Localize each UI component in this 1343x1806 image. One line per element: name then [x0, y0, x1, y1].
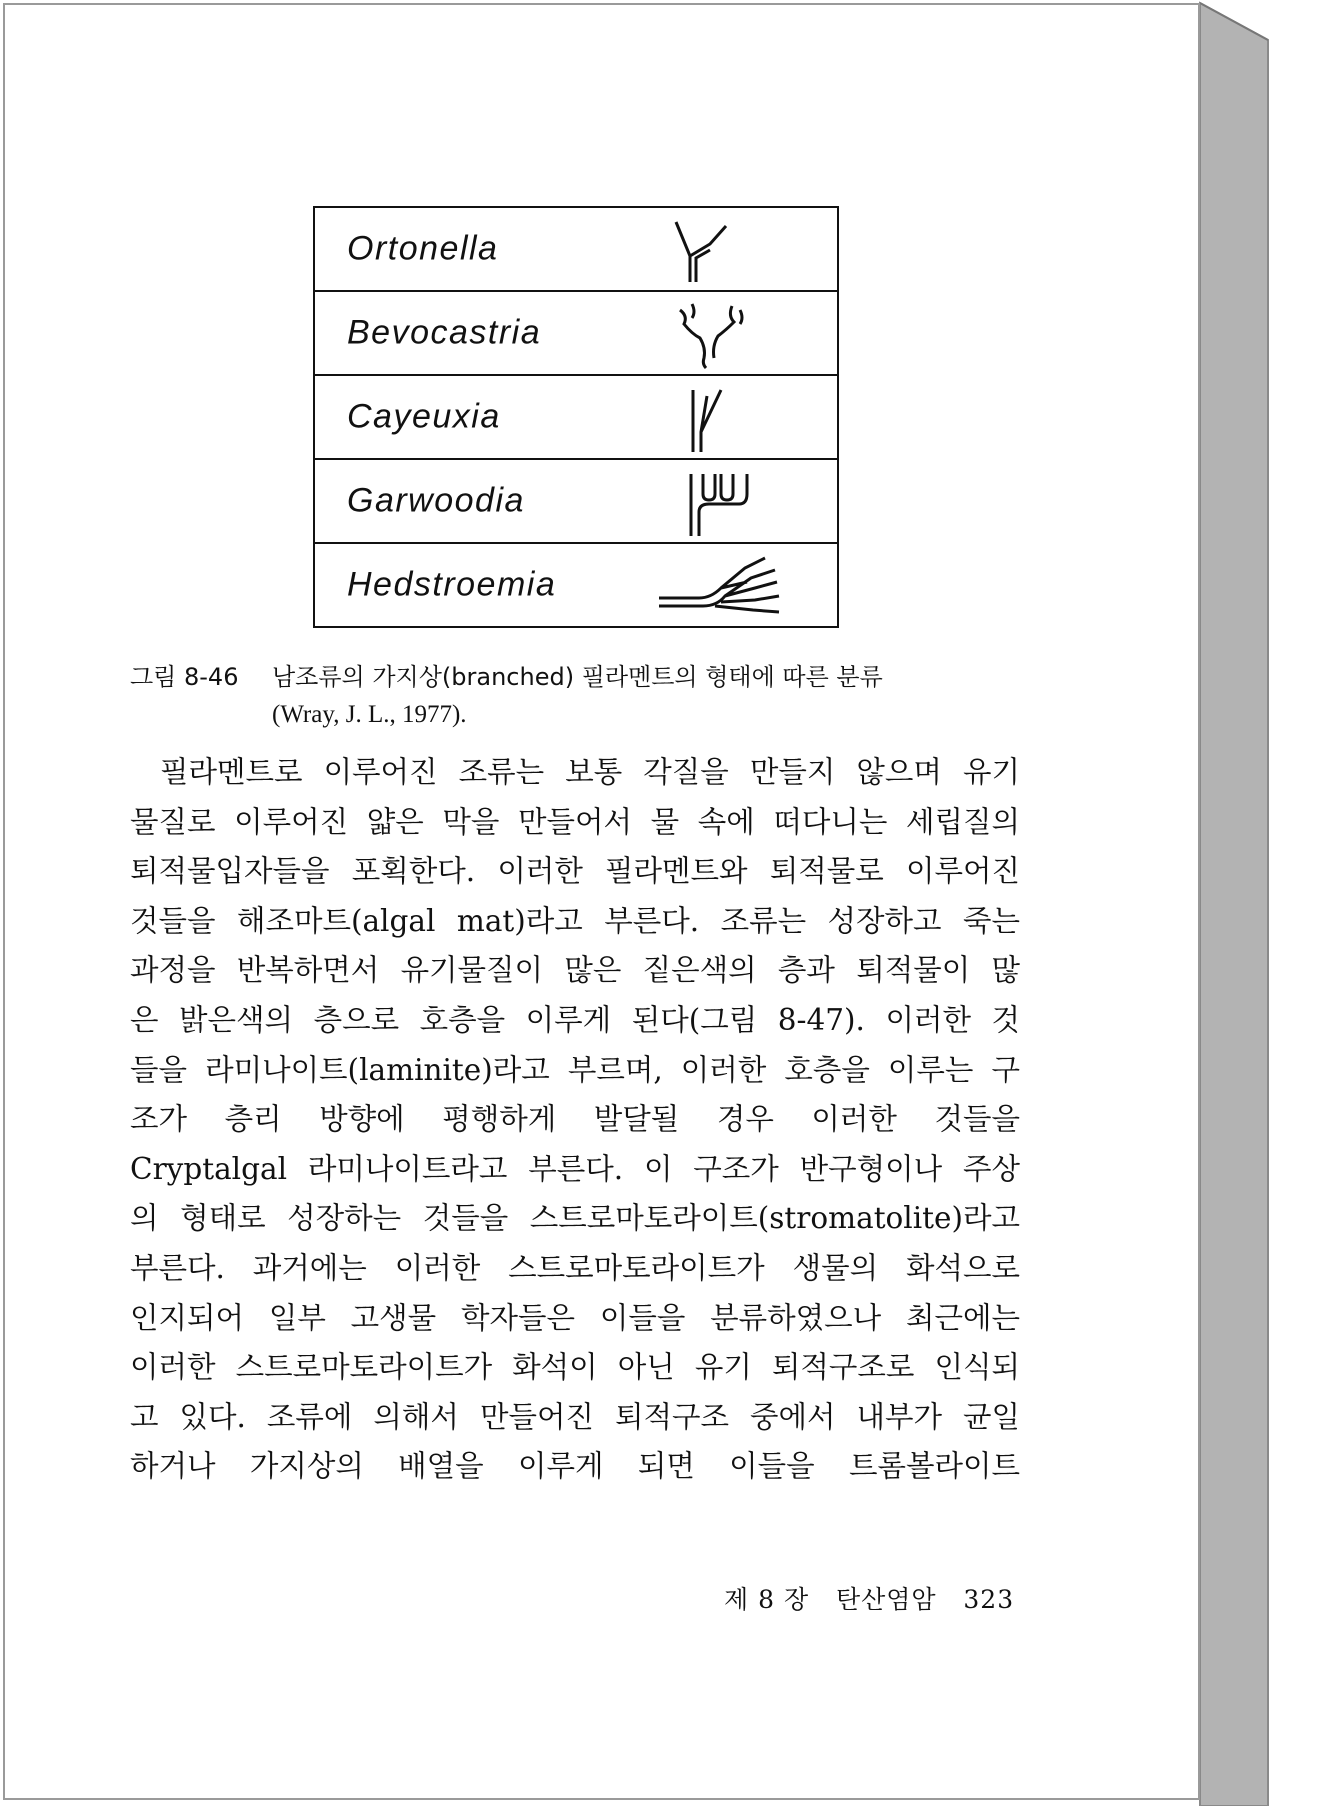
- text-line: 하거나 가지상의 배열을 이루게 되면 이들을 트롬볼라이트: [130, 1449, 1020, 1484]
- figure-row: [313, 458, 839, 542]
- spray-branch-icon: [655, 550, 785, 622]
- text-line: 들을 라미나이트(laminite)라고 부르며, 이러한 호층을 이루는 구: [130, 1052, 1020, 1087]
- figure-row: [313, 374, 839, 458]
- text-line: 은 밝은색의 층으로 호층을 이루게 된다(그림 8-47). 이러한 것: [130, 1002, 1020, 1037]
- figure-caption: [130, 658, 1030, 734]
- text-line: Cryptalgal 라미나이트라고 부른다. 이 구조가 반구형이나 주상: [130, 1151, 1020, 1186]
- text-line: 인지되어 일부 고생물 학자들은 이들을 분류하였으나 최근에는: [130, 1300, 1020, 1335]
- wavy-branch-icon: [670, 298, 760, 370]
- text-line: 퇴적물입자들을 포획한다. 이러한 필라멘트와 퇴적물로 이루어진: [130, 854, 1020, 889]
- text-line: 이러한 스트로마토라이트가 화석이 아닌 유기 퇴적구조로 인식되: [130, 1350, 1020, 1385]
- page-footer: [724, 1580, 1014, 1616]
- branching-figure: [313, 206, 839, 628]
- body-paragraph: [130, 748, 1020, 1492]
- genus-name: Garwoodia: [347, 481, 525, 520]
- genus-name: Ortonella: [347, 229, 499, 268]
- caption-text: 남조류의 가지상(branched) 필라멘트의 형태에 따른 분류: [272, 663, 883, 691]
- y-branch-icon: [670, 214, 750, 286]
- chapter-title: 탄산염암: [835, 1585, 937, 1614]
- genus-name: Hedstroemia: [347, 565, 557, 604]
- text-line: 고 있다. 조류에 의해서 만들어진 퇴적구조 중에서 내부가 균일: [130, 1399, 1020, 1434]
- text-line: 의 형태로 성장하는 것들을 스트로마토라이트(stromatolite)라고: [130, 1201, 1020, 1236]
- genus-name: Bevocastria: [347, 313, 542, 352]
- text-line: 조가 층리 방향에 평행하게 발달될 경우 이러한 것들을: [130, 1102, 1020, 1137]
- text-line: 물질로 이루어진 얇은 막을 만들어서 물 속에 떠다니는 세립질의: [130, 804, 1020, 839]
- fan-branch-icon: [685, 382, 745, 454]
- chapter-label: 제 8 장: [724, 1585, 810, 1614]
- figure-row: [313, 542, 839, 628]
- text-line: 과정을 반복하면서 유기물질이 많은 짙은색의 층과 퇴적물이 많: [130, 953, 1020, 988]
- text-line: 부른다. 과거에는 이러한 스트로마토라이트가 생물의 화석으로: [130, 1250, 1020, 1285]
- page-number: 323: [963, 1585, 1015, 1614]
- figure-row: [313, 290, 839, 374]
- caption-citation: (Wray, J. L., 1977).: [272, 701, 467, 728]
- caption-label: 그림 8-46: [130, 663, 239, 691]
- figure-row: [313, 206, 839, 290]
- text-line: 것들을 해조마트(algal mat)라고 부른다. 조류는 성장하고 죽는: [130, 903, 1020, 938]
- comb-branch-icon: [685, 466, 765, 538]
- genus-name: Cayeuxia: [347, 397, 501, 436]
- text-line: 필라멘트로 이루어진 조류는 보통 각질을 만들지 않으며 유기: [160, 755, 1020, 789]
